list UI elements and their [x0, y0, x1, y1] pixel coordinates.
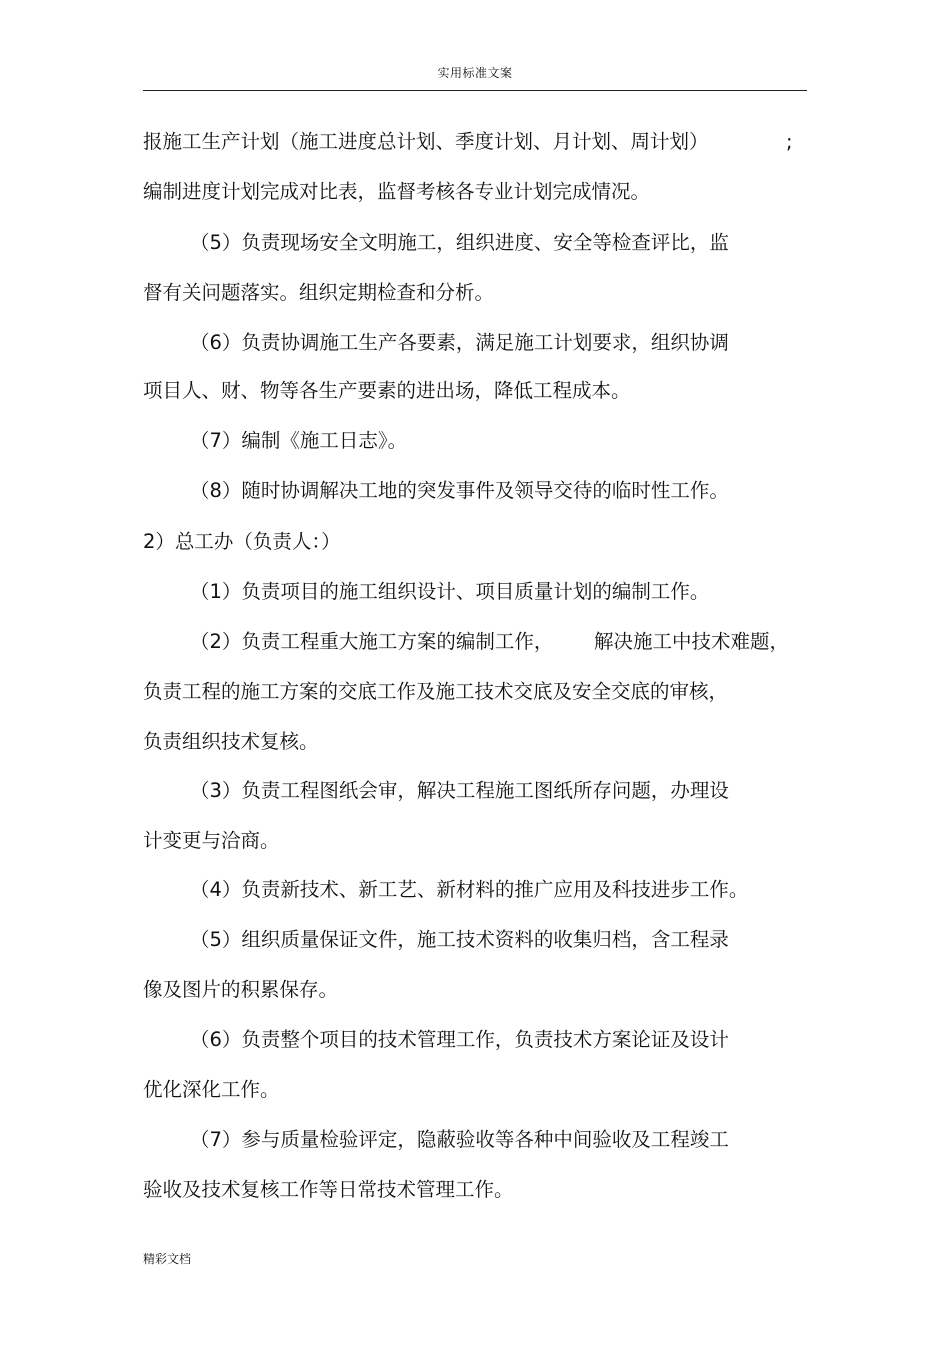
- text-line: 负责工程的施工方案的交底工作及施工技术交底及安全交底的审核，: [143, 680, 729, 703]
- text-line: 像及图片的积累保存。: [143, 978, 339, 1001]
- text-line: （7）参与质量检验评定，隐蔽验收等各种中间验收及工程竣工: [190, 1128, 729, 1151]
- text-line: （6）负责整个项目的技术管理工作，负责技术方案论证及设计: [190, 1028, 729, 1051]
- text-line: 负责组织技术复核。: [143, 730, 319, 753]
- text-line: （1）负责项目的施工组织设计、项目质量计划的编制工作。: [190, 580, 710, 603]
- text-line: 项目人、财、物等各生产要素的进出场，降低工程成本。: [143, 379, 631, 402]
- text-line: （5）组织质量保证文件，施工技术资料的收集归档，含工程录: [190, 928, 729, 951]
- text-line: （5）负责现场安全文明施工，组织进度、安全等检查评比，监: [190, 231, 729, 254]
- header-divider: [143, 90, 807, 91]
- text-line: 编制进度计划完成对比表，监督考核各专业计划完成情况。: [143, 180, 651, 203]
- page-footer: 精彩文档: [143, 1252, 192, 1266]
- text-line: 督有关问题落实。组织定期检查和分析。: [143, 281, 495, 304]
- text-line: （7）编制《施工日志》。: [190, 429, 408, 452]
- text-line: 验收及技术复核工作等日常技术管理工作。: [143, 1178, 514, 1201]
- text-line: （3）负责工程图纸会审，解决工程施工图纸所存问题，办理设: [190, 779, 729, 802]
- text-line: 报施工生产计划（施工进度总计划、季度计划、月计划、周计划）: [143, 130, 709, 153]
- text-line: 优化深化工作。: [143, 1078, 280, 1101]
- text-line: ;: [786, 130, 793, 153]
- text-line: （2）负责工程重大施工方案的编制工作，: [190, 630, 554, 653]
- text-line: 解决施工中技术难题，: [594, 630, 790, 653]
- text-line: （8）随时协调解决工地的突发事件及领导交待的临时性工作。: [190, 479, 729, 502]
- text-line: （4）负责新技术、新工艺、新材料的推广应用及科技进步工作。: [190, 878, 749, 901]
- page-header: 实用标准文案: [437, 66, 513, 80]
- text-line: 计变更与洽商。: [143, 829, 280, 852]
- text-line: （6）负责协调施工生产各要素，满足施工计划要求，组织协调: [190, 331, 729, 354]
- text-line: 2）总工办（负责人：）: [143, 530, 341, 553]
